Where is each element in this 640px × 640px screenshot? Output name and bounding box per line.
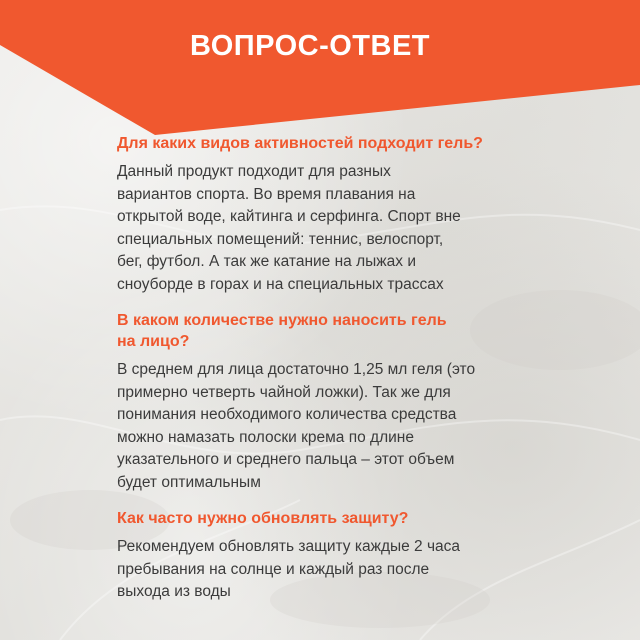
faq-answer-line: будет оптимальным xyxy=(117,473,261,491)
faq-question xyxy=(117,133,527,154)
faq-answer-line: выхода из воды xyxy=(117,583,231,600)
faq-answer-line: В среднем для лица достаточно 1,25 мл геля (это xyxy=(117,361,476,378)
faq-answer-line: открытой воде, кайтинга и серфинга. Спорт вне xyxy=(117,208,461,225)
faq-answer-line: специальных помещений: теннис, велоспорт, xyxy=(117,230,444,248)
faq-answer-line: понимания необходимого количества средства xyxy=(117,406,457,423)
faq-answer xyxy=(117,359,527,494)
faq-answer-line: бег, футбол. А так же катание на лыжах и xyxy=(117,253,416,270)
faq-answer-line: Рекомендуем обновлять защиту каждые 2 часа xyxy=(117,538,461,555)
faq-item-amount xyxy=(117,310,527,494)
faq-answer-line: указательного и среднего пальца – этот объем xyxy=(117,451,455,468)
faq-answer-line: примерно четверть чайной ложки). Так же для xyxy=(117,383,451,401)
faq-question xyxy=(117,508,527,529)
faq-question-line: Как часто нужно обновлять защиту? xyxy=(117,510,409,527)
faq-question-line: В каком количестве нужно наносить гель xyxy=(117,312,447,329)
faq-question-line: Для каких видов активностей подходит гель? xyxy=(117,135,483,152)
faq-answer xyxy=(117,161,527,296)
faq-answer xyxy=(117,536,527,604)
faq-answer-line: пребывания на солнце и каждый раз после xyxy=(117,560,430,578)
faq-answer-line: сноуборде в горах и на специальных трассах xyxy=(117,275,444,293)
faq-item-reapply xyxy=(117,508,527,604)
faq-question xyxy=(117,310,527,352)
faq-answer-line: Данный продукт подходит для разных xyxy=(117,163,391,180)
page-title: ВОПРОС-ОТВЕТ xyxy=(190,30,431,62)
faq-answer-line: вариантов спорта. Во время плавания на xyxy=(117,185,416,203)
faq-item-activities xyxy=(117,133,527,296)
faq-question-line: на лицо? xyxy=(117,333,190,350)
header-banner xyxy=(0,0,640,140)
faq-list xyxy=(117,133,527,618)
faq-answer-line: можно намазать полоски крема по длине xyxy=(117,428,414,446)
